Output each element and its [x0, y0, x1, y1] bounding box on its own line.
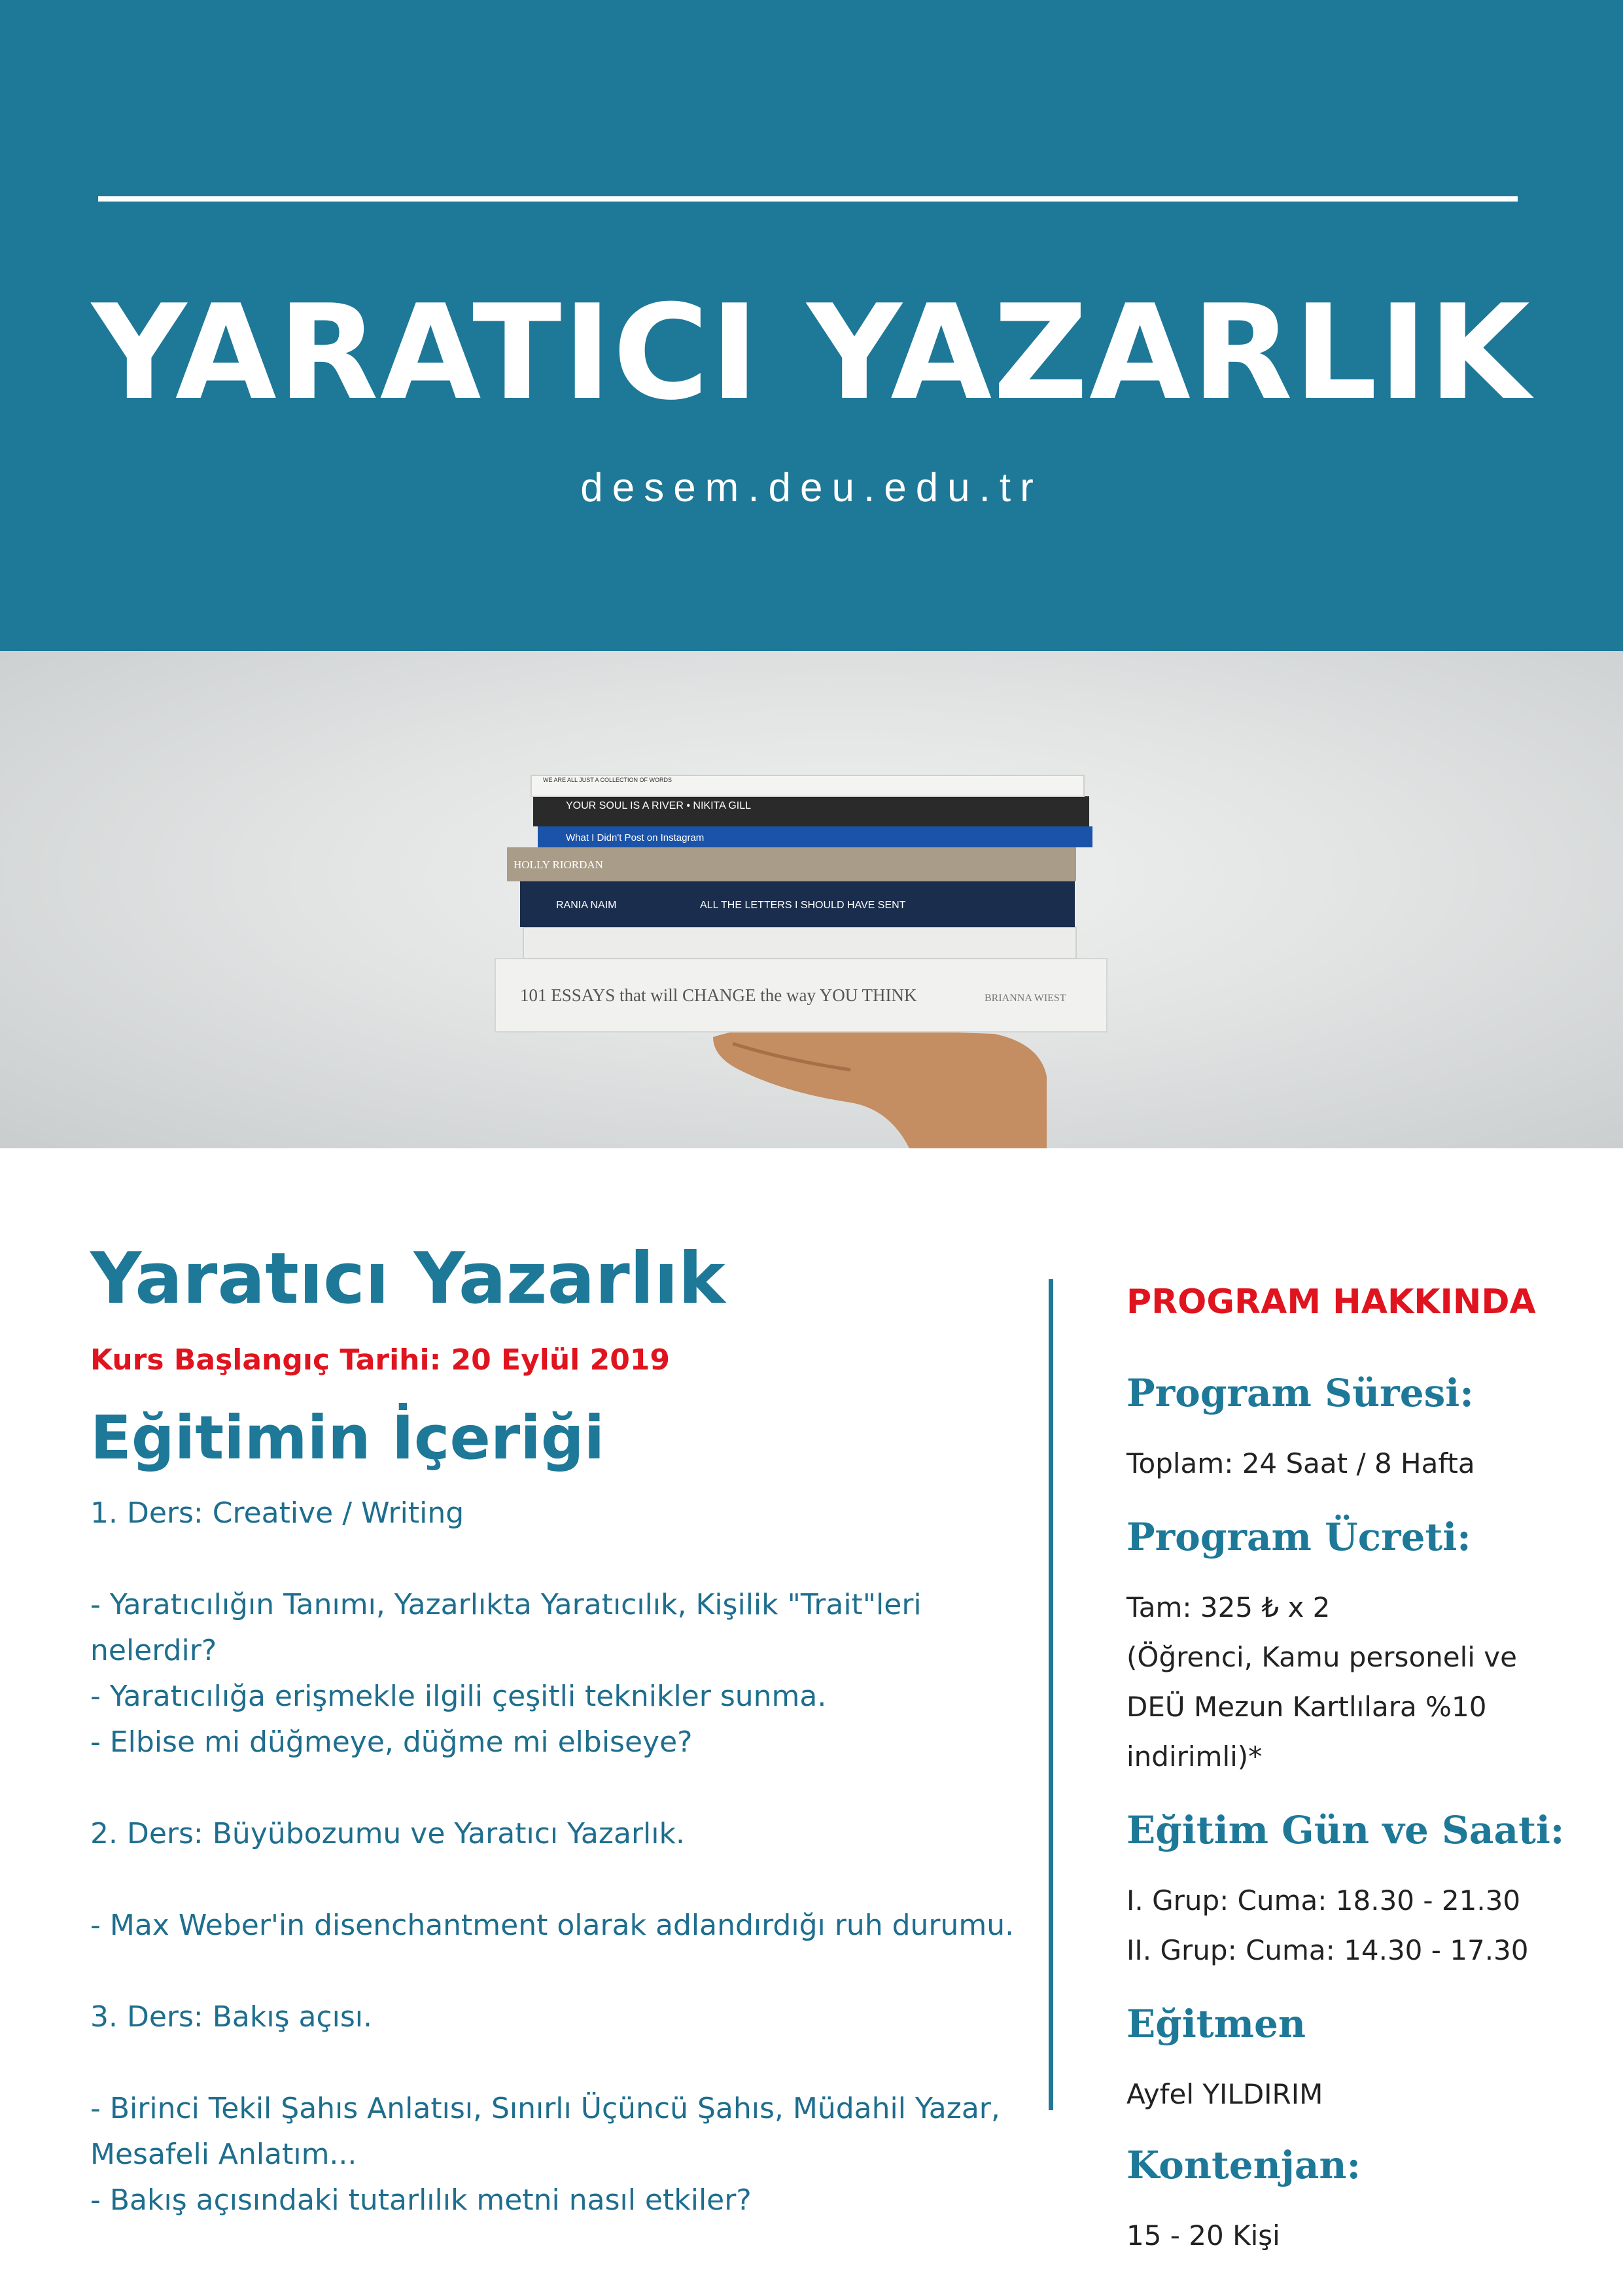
quota-value: 15 - 20 Kişi [1126, 2219, 1280, 2252]
lesson-line: - Max Weber'in disenchantment olarak adlandırdığı ruh durumu. [90, 1909, 1015, 1942]
program-info-sidebar [1126, 1279, 1597, 2261]
lesson-line: - Elbise mi düğmeye, düğme mi elbiseye? [90, 1725, 693, 1759]
hero-photo [0, 651, 1623, 1148]
book-stack-illustration [0, 651, 1623, 1148]
schedule-details [1126, 1876, 1597, 1975]
hand-shape [713, 1027, 1047, 1148]
lesson-line: 1. Ders: Creative / Writing [90, 1496, 464, 1530]
course-start-date: Kurs Başlangıç Tarihi: 20 Eylül 2019 [90, 1343, 671, 1377]
book-spine-text-7: 101 ESSAYS that will CHANGE the way YOU THINK [520, 985, 917, 1005]
book-spine-text-3: What I Didn't Post on Instagram [566, 832, 705, 843]
course-content-column [90, 1233, 1019, 2223]
lesson-line: 2. Ders: Büyübozumu ve Yaratıcı Yazarlık. [90, 1817, 685, 1850]
header-banner [0, 0, 1623, 651]
lesson-line: Mesafeli Anlatım... [90, 2138, 357, 2171]
lesson-list [90, 1491, 1019, 2223]
schedule-line: I. Grup: Cuma: 18.30 - 21.30 [1126, 1884, 1521, 1916]
book-spine-text-4: HOLLY RIORDAN [514, 858, 603, 871]
duration-value: Toplam: 24 Saat / 8 Hafta [1126, 1447, 1475, 1479]
content-heading: Eğitimin İçeriği [90, 1403, 605, 1473]
page-title: YARATICI YAZARLIK [92, 277, 1531, 429]
fee-line: indirimli)* [1126, 1740, 1263, 1773]
duration-heading: Program Süresi: [1126, 1371, 1474, 1415]
book-spine-text-5: RANIA NAIM [556, 900, 617, 911]
fee-details [1126, 1583, 1597, 1782]
lesson-line: - Yaratıcılığa erişmekle ilgili çeşitli teknikler sunma. [90, 1680, 827, 1713]
book-spine-text-6: ALL THE LETTERS I SHOULD HAVE SENT [700, 900, 906, 911]
fee-line: Tam: 325 ₺ x 2 [1126, 1591, 1331, 1623]
lesson-line: - Bakış açısındaki tutarlılık metni nasıl etkiler? [90, 2183, 752, 2217]
website-link[interactable]: desem.deu.edu.tr [580, 465, 1043, 510]
column-divider [1049, 1279, 1053, 2110]
book-spine-text-2: YOUR SOUL IS A RIVER • NIKITA GILL [566, 800, 752, 811]
book-spine-text-1: WE ARE ALL JUST A COLLECTION OF WORDS [543, 777, 672, 783]
book-spine-text-8: BRIANNA WIEST [985, 993, 1066, 1004]
course-title: Yaratıcı Yazarlık [90, 1238, 725, 1320]
program-about-title: PROGRAM HAKKINDA [1126, 1282, 1536, 1322]
lesson-line: - Birinci Tekil Şahıs Anlatısı, Sınırlı Üçüncü Şahıs, Müdahil Yazar, [90, 2092, 1000, 2125]
quota-heading: Kontenjan: [1126, 2143, 1361, 2187]
lesson-line: - Yaratıcılığın Tanımı, Yazarlıkta Yaratıcılık, Kişilik "Trait"leri nelerdir? [90, 1588, 931, 1667]
fee-heading: Program Ücreti: [1126, 1515, 1471, 1559]
fee-line: DEÜ Mezun Kartlılara %10 [1126, 1691, 1487, 1723]
header-divider-line [98, 196, 1518, 202]
instructor-name: Ayfel YILDIRIM [1126, 2078, 1323, 2110]
instructor-heading: Eğitmen [1126, 2002, 1306, 2046]
fee-line: (Öğrenci, Kamu personeli ve [1126, 1641, 1517, 1673]
schedule-line: II. Grup: Cuma: 14.30 - 17.30 [1126, 1934, 1529, 1966]
lesson-line: 3. Ders: Bakış açısı. [90, 2000, 373, 2034]
schedule-heading: Eğitim Gün ve Saati: [1126, 1808, 1565, 1852]
